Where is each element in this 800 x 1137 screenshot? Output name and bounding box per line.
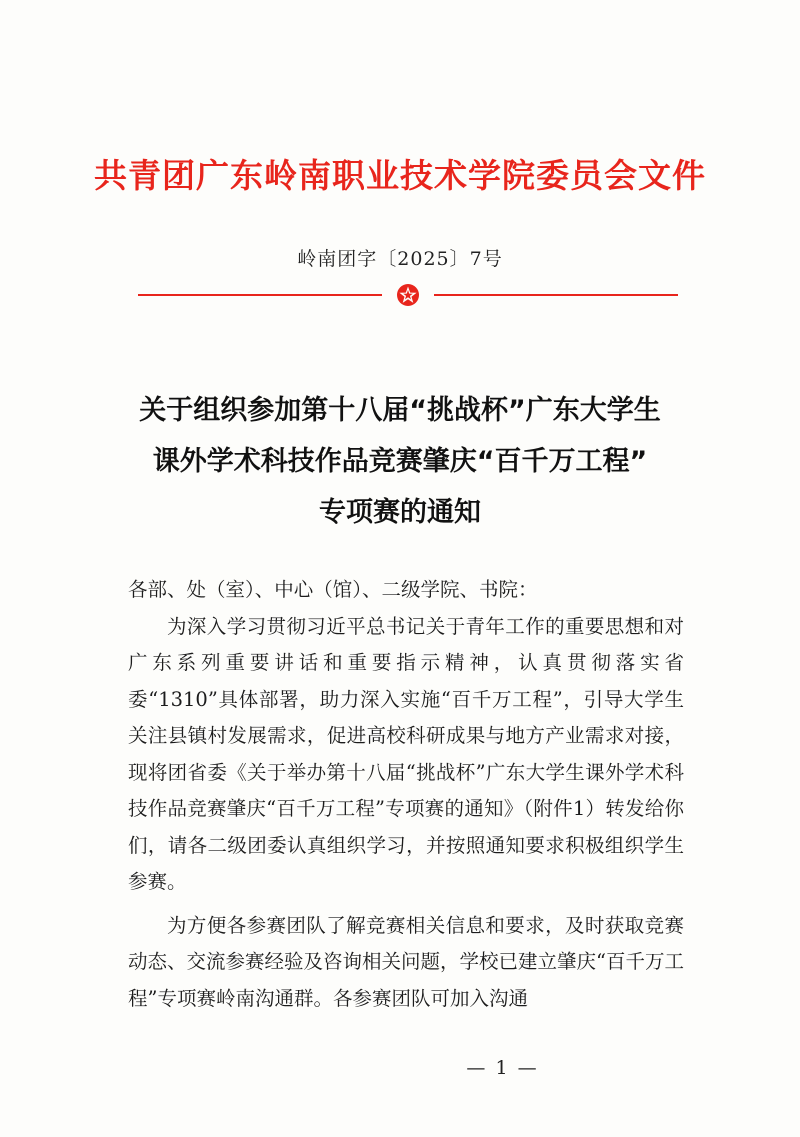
document-number: 岭南团字〔2025〕7号 — [297, 248, 503, 270]
body-paragraph: 为方便各参赛团队了解竞赛相关信息和要求，及时获取竞赛动态、交流参赛经验及咨询相关问题，学校已建立肇庆“百千万工程”专项赛岭南沟通群。各参赛团队可加入沟通 — [128, 913, 684, 1010]
notice-title — [100, 385, 700, 538]
page-number: — 1 — — [466, 1057, 539, 1079]
title-line: 专项赛的通知 — [319, 497, 481, 528]
divider-line-left — [138, 294, 382, 296]
body-paragraph: 为深入学习贯彻习近平总书记关于青年工作的重要思想和对广东系列重要讲话和重要指示精神，认真贯彻落实省委“1310”具体部署，助力深入实施“百千万工程”，引导大学生关注县镇村发展需求，促进高校科研成果与地方产业需求对接，现将团省委《关于举办第十八届“挑战杯”广东大学生课外学术科技作品竞赛肇庆“百千万工程”专项赛的通知》（附件1）转发给你们，请各二级团委认真组织学习，并按照通知要求积极组织学生参赛。 — [128, 614, 684, 893]
header-divider — [138, 283, 678, 307]
divider-line-right — [434, 294, 678, 296]
star-emblem-icon — [396, 283, 420, 307]
title-line: 关于组织参加第十八届“挑战杯”广东大学生 — [139, 395, 661, 426]
title-line: 课外学术科技作品竞赛肇庆“百千万工程” — [152, 446, 648, 477]
salutation: 各部、处（室）、中心（馆）、二级学院、书院： — [128, 578, 538, 601]
org-header-title: 共青团广东岭南职业技术学院委员会文件 — [94, 156, 706, 195]
notice-body — [128, 572, 684, 1017]
